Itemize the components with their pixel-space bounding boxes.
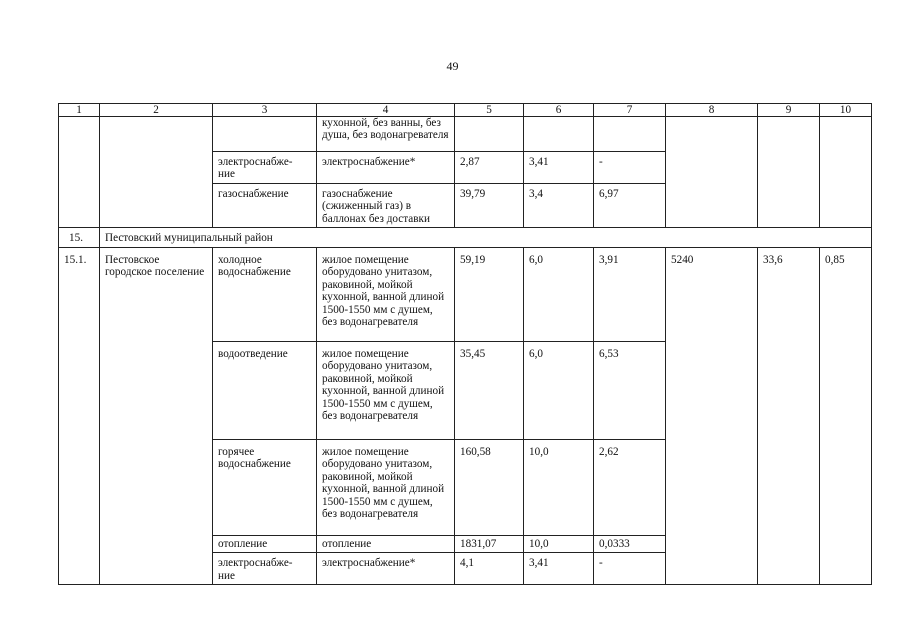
service-name-part: ние [218,569,235,582]
cell-description: газоснабжение (сжиженный газ) в баллонах без доставки [317,183,455,227]
cell-service [213,152,317,184]
cell-value: 59,19 [455,248,524,342]
cell-description: электроснабжение* [317,553,455,585]
cell-value: 160,58 [455,440,524,536]
section-number: 15. [59,228,100,248]
cell-value: 0,0333 [594,536,666,553]
column-number: 9 [758,104,820,117]
column-number: 8 [666,104,758,117]
cell-value: 1831,07 [455,536,524,553]
cell-value: 5240 [666,248,758,585]
cell-service: холодное водоснабжение [213,248,317,342]
cell-empty [455,117,524,152]
column-number: 2 [100,104,213,117]
table-row [59,117,872,152]
service-name-part: ние [218,168,235,181]
cell-service [213,553,317,585]
settlement-number: 15.1. [59,248,100,585]
table-row [59,248,872,342]
cell-value: 6,53 [594,342,666,440]
column-number: 3 [213,104,317,117]
service-name-part: электроснабже- [218,557,293,570]
column-number: 6 [524,104,594,117]
cell-service: газоснабжение [213,183,317,227]
column-number-row [59,104,872,117]
tariff-table [58,103,872,585]
cell-value: 33,6 [758,248,820,585]
cell-empty [213,117,317,152]
cell-description: кухонной, без ванны, без душа, без водонагревателя [317,117,455,152]
cell-value: - [594,152,666,184]
cell-value: 10,0 [524,440,594,536]
cell-empty [758,117,820,228]
section-title: Пестовский муниципальный район [100,228,872,248]
cell-value: 39,79 [455,183,524,227]
column-number: 7 [594,104,666,117]
column-number: 1 [59,104,100,117]
cell-value: 3,41 [524,553,594,585]
cell-value: 3,41 [524,152,594,184]
cell-service: отопление [213,536,317,553]
page-number: 49 [446,59,459,73]
cell-value: 6,97 [594,183,666,227]
cell-service: водоотведение [213,342,317,440]
column-number: 10 [820,104,872,117]
cell-empty [820,117,872,228]
cell-value: 2,87 [455,152,524,184]
cell-description: электроснабжение* [317,152,455,184]
section-row [59,228,872,248]
cell-empty [100,117,213,228]
cell-value: 3,4 [524,183,594,227]
cell-empty [666,117,758,228]
cell-description: жилое помещение оборудовано унитазом, раковиной, мойкой кухонной, ванной длиной 1500-1550 мм с душем, без водонагревателя [317,342,455,440]
cell-value: 6,0 [524,248,594,342]
service-name-part: электроснабже- [218,156,293,168]
cell-empty [594,117,666,152]
column-number: 5 [455,104,524,117]
settlement-name: Пестовское городское поселение [100,248,213,585]
cell-empty [524,117,594,152]
cell-value: 6,0 [524,342,594,440]
cell-description: жилое помещение оборудовано унитазом, раковиной, мойкой кухонной, ванной длиной 1500-1550 мм с душем, без водонагревателя [317,248,455,342]
cell-service: горячее водоснабжение [213,440,317,536]
cell-value: 35,45 [455,342,524,440]
cell-value: - [594,553,666,585]
column-number: 4 [317,104,455,117]
cell-value: 2,62 [594,440,666,536]
cell-empty [59,117,100,228]
cell-description: жилое помещение оборудовано унитазом, раковиной, мойкой кухонной, ванной длиной 1500-1550 мм с душем, без водонагревателя [317,440,455,536]
cell-description: отопление [317,536,455,553]
cell-value: 0,85 [820,248,872,585]
cell-value: 10,0 [524,536,594,553]
cell-value: 3,91 [594,248,666,342]
cell-value: 4,1 [455,553,524,585]
